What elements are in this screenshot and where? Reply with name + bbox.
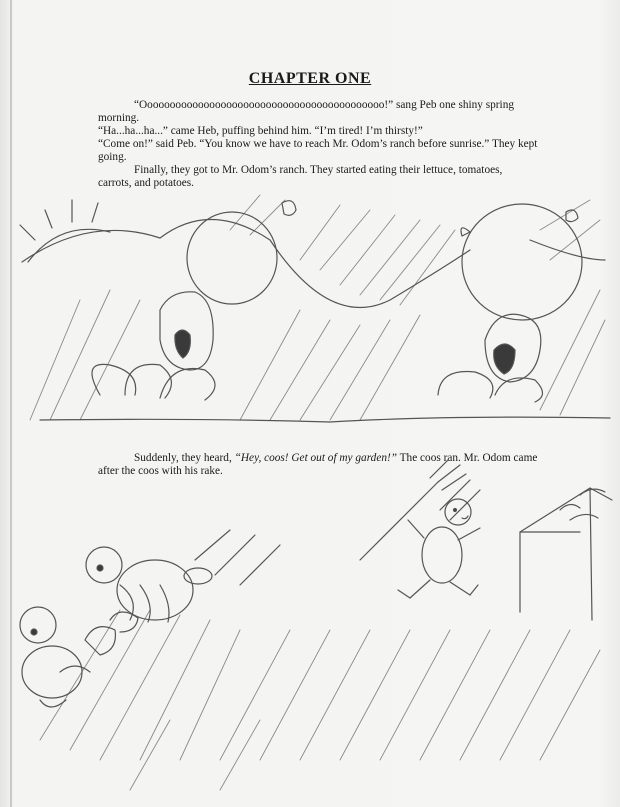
- house: [520, 488, 612, 612]
- rake-handle: [360, 482, 438, 560]
- line-heb: “Ha...ha...ha...” came Heb, puffing behind him. “I’m tired! I’m thirsty!”: [98, 125, 423, 137]
- line-song: “Ooooooooooooooooooooooooooooooooooooooooooo!” sang Peb one shiny spring morning.: [98, 99, 514, 124]
- line-peb: “Come on!” said Peb. “You know we have to reach Mr. Odom’s ranch before sunrise.” They kept going.: [98, 138, 538, 163]
- line-ranch: Finally, they got to Mr. Odom’s ranch. They started eating their lettuce, tomatoes, carrots, and potatoes.: [98, 164, 503, 189]
- chapter-title: CHAPTER ONE: [248, 70, 372, 87]
- shouted-quote: “Hey, coos! Get out of my garden!”: [234, 452, 398, 464]
- narration-end: The coos ran. Mr. Odom came after the coos with his rake.: [98, 452, 538, 477]
- grass-scribble: [40, 610, 600, 790]
- narration-start: Suddenly, they heard,: [134, 452, 235, 464]
